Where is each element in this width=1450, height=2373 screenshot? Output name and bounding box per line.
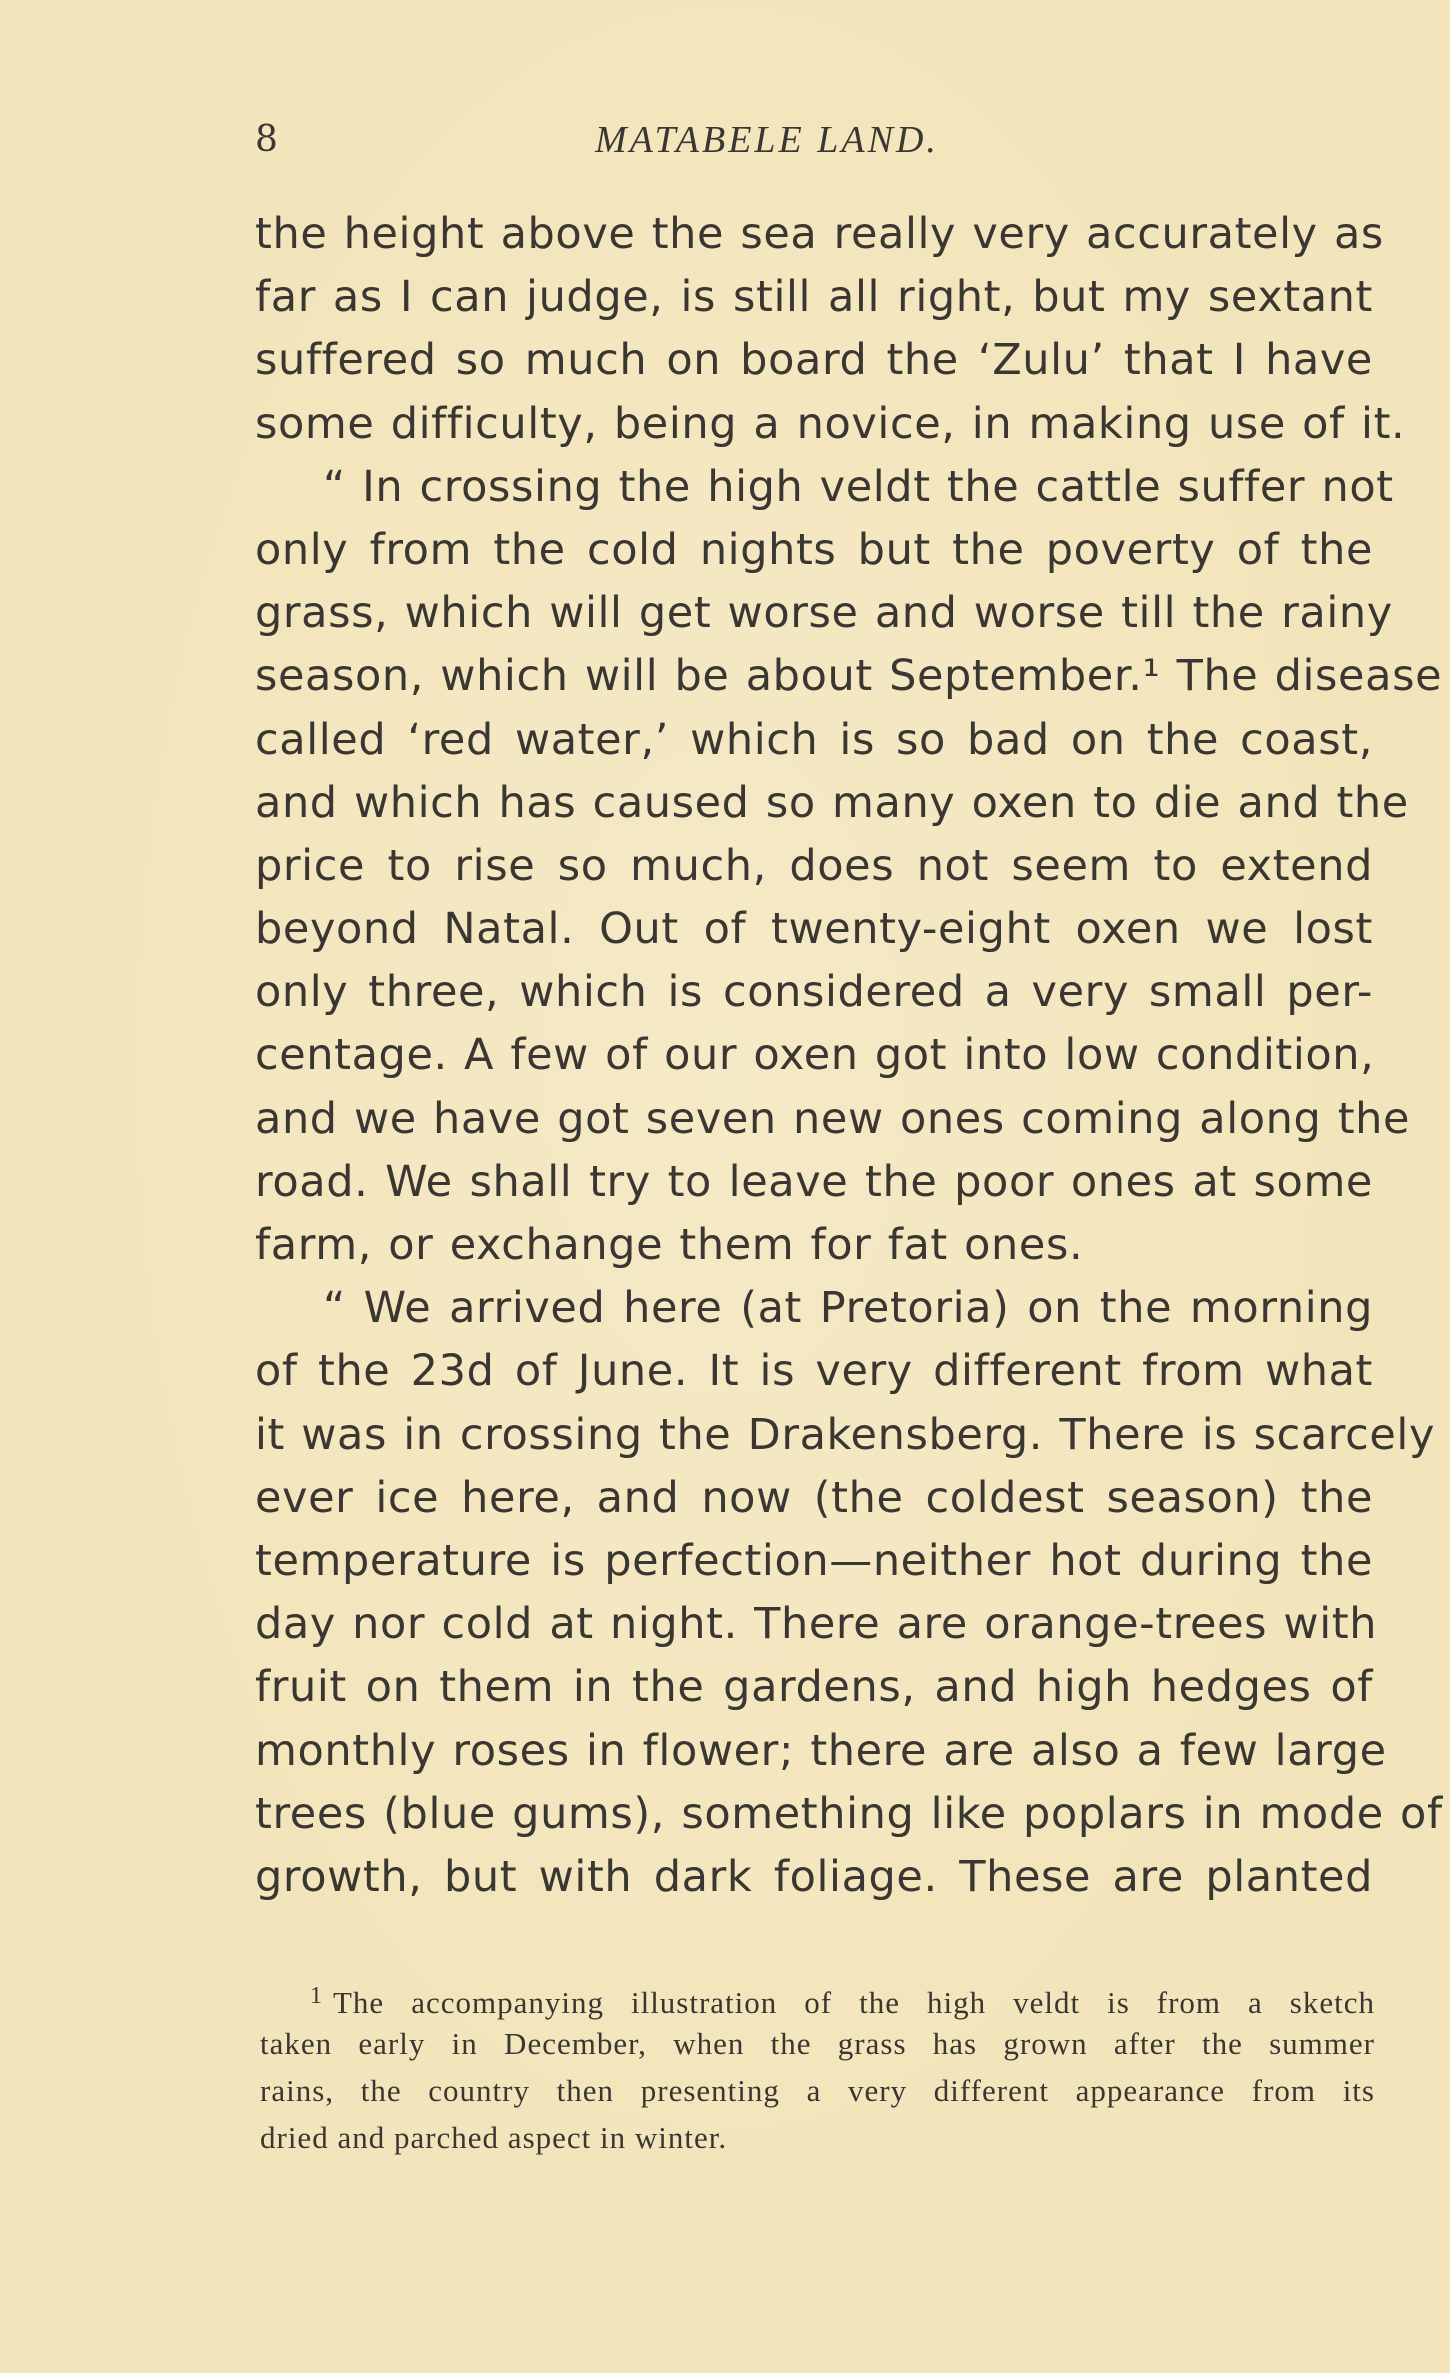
text-line: trees (blue gums), something like poplars in mode of [255, 1788, 1443, 1839]
text-line: monthly roses in flower; there are also a few large [255, 1725, 1387, 1776]
footnote-line: taken early in December, when the grass has grown after the summer [260, 2026, 1375, 2061]
text-line: farm, or exchange them for fat ones. [255, 1220, 1084, 1270]
text-line: road. We shall try to leave the poor ones at some [255, 1156, 1373, 1207]
page-number: 8 [255, 119, 279, 160]
body-text [255, 203, 1443, 1909]
paragraph-start-line: “ In crossing the high veldt the cattle suffer not [323, 461, 1394, 512]
running-head [255, 115, 1115, 170]
footnote-line: rains, the country then presenting a very different appearance from its [260, 2073, 1375, 2108]
text-line: season, which will be about September.¹ The disease [255, 651, 1443, 702]
text-line: growth, but with dark foliage. These are planted [255, 1851, 1373, 1902]
text-line: the height above the sea really very accurately as [255, 209, 1384, 259]
footnote-line [260, 1973, 1375, 2020]
text-line: it was in crossing the Drakensberg. There is scarcely [255, 1409, 1436, 1460]
running-title: MATABELE LAND. [595, 119, 939, 161]
text-line: some difficulty, being a novice, in making use of it. [255, 398, 1406, 449]
text-line: grass, which will get worse and worse till the rainy [255, 588, 1393, 639]
text-line: price to rise so much, does not seem to extend [255, 840, 1373, 891]
text-line: called ‘red water,’ which is so bad on the coast, [255, 714, 1373, 765]
text-line: temperature is perfection—neither hot during the [255, 1535, 1373, 1586]
text-line: only three, which is considered a very small per- [255, 967, 1373, 1018]
footnote-marker: 1 [310, 1983, 323, 2009]
text-line: and we have got seven new ones coming along the [255, 1093, 1411, 1144]
text-line: of the 23d of June. It is very different from what [255, 1346, 1373, 1397]
footnote-text: The accompanying illustration of the high veldt is from a sketch [333, 1985, 1375, 2020]
text-line: and which has caused so many oxen to die and the [255, 777, 1409, 828]
text-line: centage. A few of our oxen got into low condition, [255, 1030, 1375, 1081]
paragraph-start-line: “ We arrived here (at Pretoria) on the morning [323, 1283, 1373, 1334]
text-line: fruit on them in the gardens, and high hedges of [255, 1662, 1373, 1713]
text-line: beyond Natal. Out of twenty-eight oxen we lost [255, 904, 1373, 955]
text-line: suffered so much on board the ‘Zulu’ that I have [255, 335, 1373, 386]
text-line: only from the cold nights but the poverty of the [255, 524, 1373, 575]
text-line: far as I can judge, is still all right, but my sextant [255, 272, 1373, 323]
footnote [260, 1973, 1375, 2161]
text-line: ever ice here, and now (the coldest season) the [255, 1472, 1373, 1523]
footnote-line: dried and parched aspect in winter. [260, 2120, 728, 2155]
text-line: day nor cold at night. There are orange-trees with [255, 1599, 1378, 1650]
